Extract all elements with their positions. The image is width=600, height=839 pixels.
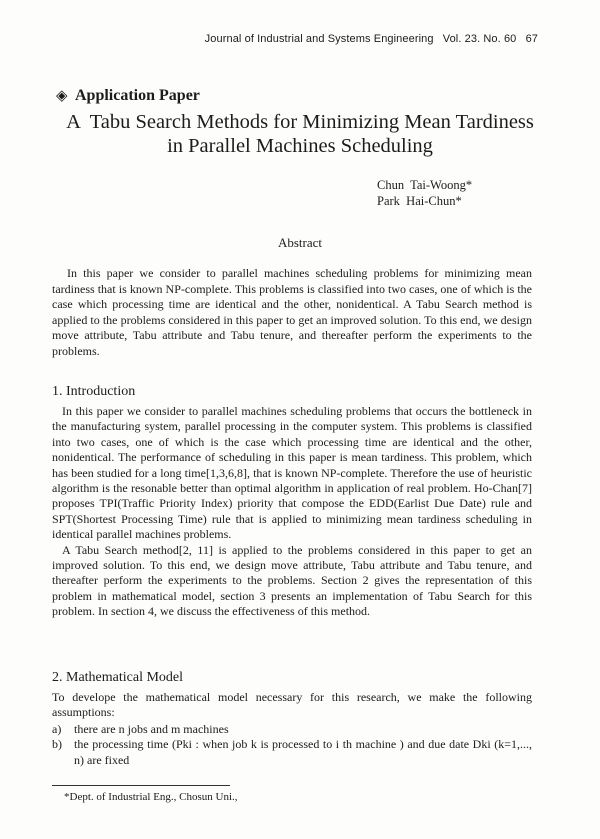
assumption-list [52,722,532,768]
author-list [377,177,472,209]
list-marker: b) [52,737,62,752]
author-2: Park Hai-Chun* [377,194,462,208]
title-line-1: A Tabu Search Methods for Minimizing Mean Tardiness [66,111,534,133]
abstract-text: In this paper we consider to parallel machines scheduling problems for minimizing mean tardiness that is known NP-complete. This problems is classified into two cases, one of which is the case which processing time are identical and the other, nonidentical. A Tabu Search method is applied to the problems considered in this paper to get an improved solution. To this end, we design move attribute, Tabu attribute and Tabu tenure, and thereafter perform the experiments to the problems. [52,266,532,358]
journal-volume: Vol. 23. No. 60 [442,33,517,45]
list-marker: a) [52,722,62,736]
footnote: *Dept. of Industrial Eng., Chosun Uni., [64,791,238,803]
footnote-divider [52,785,230,786]
assumption-text: there are n jobs and m machines [74,722,229,736]
section-heading-mathematical-model: 2. Mathematical Model [52,670,184,685]
journal-name: Journal of Industrial and Systems Engineering [204,33,434,45]
black-diamond-icon: ◈ [56,88,68,104]
paper-title [40,110,560,158]
abstract-heading: Abstract [277,235,323,250]
section-heading-introduction: 1. Introduction [52,384,136,399]
introduction-paragraph-2: A Tabu Search method[2, 11] is applied to the problems considered in this paper to get an improved solution. To this end, we design move attribute, Tabu attribute and Tabu tenure, and thereafter perform the experiments to the problems. Section 2 gives the representation of this problem in mathematical model, section 3 presents an implementation of Tabu Search for this problem. In section 4, we discuss the effectiveness of this method. [52,542,532,619]
model-intro [52,690,532,721]
page-number: 67 [525,33,538,45]
introduction-paragraph-1: In this paper we consider to parallel machines scheduling problems that occurs the bottleneck in the manufacturing system, parallel processing in the computer system. This problems is classified into two cases, one of which is the case which processing time are identical and the other, nonidentical. The performance of scheduling in this paper is mean tardiness. This problem, which has been studied for a long time[1,3,6,8], that is known NP-complete. Therefore the use of heuristic algorithm is the resonable better than optimal algorithm in application of real problem. Ho-Chan[7] proposes TPI(Traffic Priority Index) priority that compose the EDD(Earlist Due Date) rule and SPT(Shortest Processing Time) rule that is applied to minimizing mean tardiness scheduling in identical parallel machines problems. [52,404,532,542]
list-item [52,737,532,768]
introduction-body [52,404,532,620]
paper-type [56,86,200,105]
author-1: Chun Tai-Woong* [377,178,473,192]
title-line-2: in Parallel Machines Scheduling [167,135,433,157]
list-item [52,722,532,737]
model-intro-text: To develope the mathematical model necessary for this research, we make the following assumptions: [52,690,532,720]
paper-type-label: Application Paper [75,87,200,104]
assumption-text: the processing time (Pki : when job k is processed to i th machine ) and due date Dki (k=1,..., n) are fixed [74,737,532,767]
running-header [199,33,538,45]
